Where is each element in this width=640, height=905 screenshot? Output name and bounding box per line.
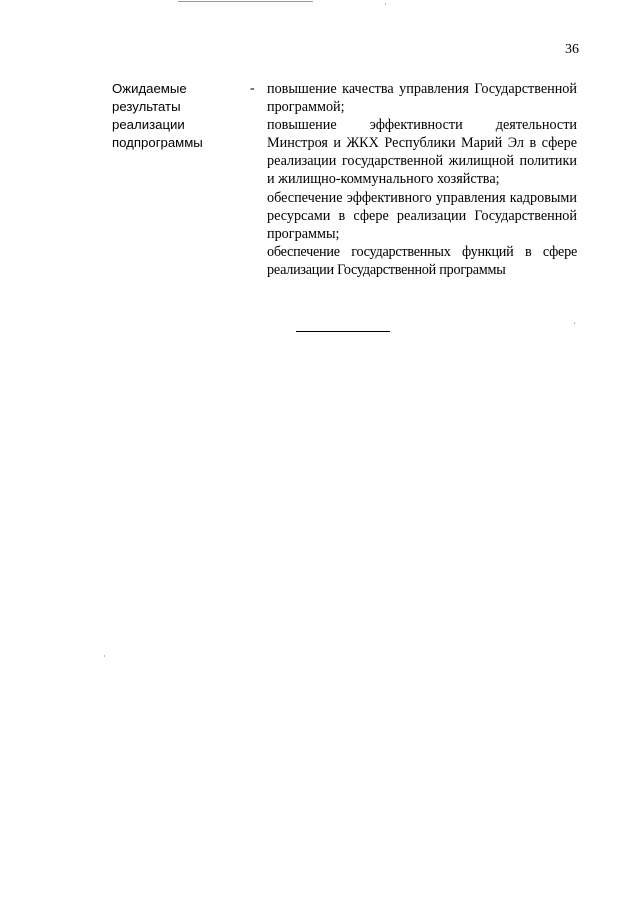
end-of-section-rule [296,331,390,332]
result-item: повышение эффективности деятельности Минстроя и ЖКХ Республики Марий Эл в сфере реализации государственной жилищной политики и жилищно-коммунального хозяйства; [267,117,577,188]
scan-artifact-dot [385,3,386,5]
result-item: обеспечение эффективного управления кадровыми ресурсами в сфере реализации Государственной программы; [267,189,577,242]
dash-separator: - [250,81,255,96]
scan-artifact-dot [574,322,575,324]
row-label-line: результаты [112,99,181,115]
row-label-line: реализации [112,117,185,133]
results-list [267,80,577,279]
row-label-line: подпрограммы [112,135,203,151]
result-item: повышение качества управления Государственной программой; [267,81,577,116]
row-label-line: Ожидаемые [112,81,187,96]
page-number: 36 [565,42,579,57]
result-item: обеспечение государственных функций в сфере реализации Государственной программы [267,243,577,278]
scan-artifact-line [178,1,313,2]
row-label [112,80,237,152]
scan-artifact-dot [104,655,105,657]
